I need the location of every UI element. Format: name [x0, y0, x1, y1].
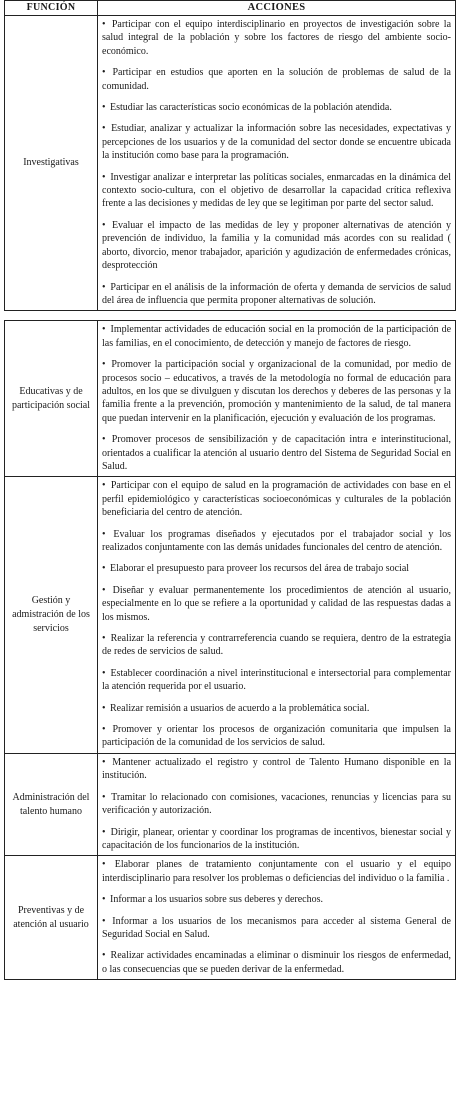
function-name: Educativas y de participación social — [5, 321, 98, 477]
action-text: Participar con el equipo de salud en la programación de actividades con base en el perfil epidemiológico y características socioeconómicas y culturales de la población beneficiaria del centro de atención. — [102, 480, 452, 519]
bullet-icon: • — [102, 667, 106, 679]
action-item — [102, 18, 451, 58]
action-item — [102, 101, 451, 114]
bullet-icon: • — [102, 67, 106, 79]
bullet-icon: • — [102, 724, 106, 736]
action-item — [102, 66, 451, 93]
actions-cell — [98, 477, 456, 754]
actions-cell — [98, 321, 456, 477]
action-text: Realizar actividades encaminadas a eliminar o disminuir los riesgos de enfermedad, o las consecuencias que se pueden derivar de la enfermedad. — [102, 950, 452, 975]
bullet-icon: • — [102, 359, 106, 371]
bullet-icon: • — [102, 826, 106, 838]
action-text: Informar a los usuarios sobre sus deberes y derechos. — [110, 894, 324, 906]
functions-table — [4, 0, 456, 980]
action-item — [102, 584, 451, 624]
function-name: Gestión y admistración de los servicios — [5, 477, 98, 754]
action-item — [102, 632, 451, 659]
action-text: Investigar analizar e interpretar las políticas sociales, enmarcadas en la dinámica del contexto socio-cultura, con el objetivo de desarrollar la capacidad crítica reflexiva frente a las decisiones y medidas de ley que se legitiman por parte del sector salud. — [102, 171, 451, 210]
bullet-icon: • — [102, 171, 106, 183]
action-text: Participar con el equipo interdisciplinario en proyectos de investigación sobre la salud integral de la población y sobre los factores de riesgo del ambiente socio-económico. — [102, 19, 452, 57]
table-row — [5, 16, 456, 311]
function-name: Administración del talento humano — [5, 753, 98, 855]
header-actions: ACCIONES — [98, 1, 456, 16]
action-text: Estudiar, analizar y actualizar la información sobre las necesidades, expectativas y percepciones de los usuarios y de la comunidad del sector donde se encuentre ubicada la institución como base para la programación. — [102, 123, 452, 162]
action-text: Dirigir, planear, orientar y coordinar los programas de incentivos, bienestar social y capacitación de los funcionarios de la institución. — [102, 826, 451, 851]
action-item — [102, 323, 451, 350]
action-item — [102, 358, 451, 425]
actions-cell — [98, 16, 456, 311]
bullet-icon: • — [102, 702, 106, 714]
actions-cell — [98, 856, 456, 980]
bullet-icon: • — [102, 102, 106, 114]
action-text: Implementar actividades de educación social en la promoción de la participación de las familias, en el conocimiento, de detección y manejo de factores de riesgo. — [102, 324, 452, 349]
bullet-icon: • — [102, 324, 106, 336]
action-item — [102, 171, 451, 211]
section-gap-cell — [5, 311, 456, 321]
action-text: Informar a los usuarios de los mecanismos para acceder al sistema General de Seguridad Social en Salud. — [102, 915, 451, 940]
action-item — [102, 433, 451, 473]
action-text: Mantener actualizado el registro y control de Talento Humano disponible en la institución. — [102, 756, 452, 782]
action-text: Promover la participación social y organizacional de la comunidad, por medio de procesos socio – educativos, a través de la metodología no formal de educación para adultos, en los que se divulguen y discutan los derechos y deberes de las personas y la familia frente a la prevención, promoción y mantenimiento de la salud, de tal manera que puedan intervenir en la planificación, ejecución y evaluación de los programas. — [102, 359, 451, 424]
action-text: Estudiar las características socio económicas de la población atendida. — [110, 102, 392, 114]
bullet-icon: • — [102, 859, 106, 871]
action-text: Evaluar los programas diseñados y ejecutados por el trabajador social y los realizados conjuntamente con las demás unidades funcionales del centro de atención. — [102, 528, 452, 553]
table-row — [5, 477, 456, 754]
action-item — [102, 756, 451, 783]
action-item — [102, 826, 451, 853]
action-item — [102, 122, 451, 162]
action-text: Elaborar el presupuesto para proveer los recursos del área de trabajo social — [110, 563, 410, 575]
action-item — [102, 893, 451, 906]
bullet-icon: • — [102, 894, 106, 906]
bullet-icon: • — [102, 219, 106, 231]
action-item — [102, 949, 451, 976]
section-gap — [5, 311, 456, 321]
action-text: Participar en el análisis de la información de oferta y demanda de servicios de salud del área de influencia que permita proponer alternativas de solución. — [102, 281, 451, 306]
bullet-icon: • — [102, 950, 106, 962]
action-item — [102, 702, 451, 715]
function-name: Investigativas — [5, 16, 98, 311]
action-item — [102, 791, 451, 818]
bullet-icon: • — [102, 633, 106, 645]
action-item — [102, 858, 451, 885]
action-item — [102, 528, 451, 555]
table-header-row — [5, 1, 456, 16]
action-item — [102, 219, 451, 273]
action-item — [102, 479, 451, 519]
function-name: Preventivas y de atención al usuario — [5, 856, 98, 980]
bullet-icon: • — [102, 584, 106, 596]
header-function: FUNCIÓN — [5, 1, 98, 16]
bullet-icon: • — [102, 281, 106, 293]
bullet-icon: • — [102, 480, 106, 492]
action-text: Realizar remisión a usuarios de acuerdo a la problemática social. — [110, 702, 370, 714]
action-item — [102, 667, 451, 694]
bullet-icon: • — [102, 19, 106, 30]
action-item — [102, 723, 451, 750]
bullet-icon: • — [102, 434, 106, 446]
table-body — [5, 16, 456, 980]
action-text: Participar en estudios que aporten en la solución de problemas de salud de la comunidad. — [102, 67, 451, 92]
action-text: Evaluar el impacto de las medidas de ley y proponer alternativas de atención y prevención de individuo, la familia y la comunidad más acordes con su realidad ( aborto, divorcio, menor trabajador, aparición y agudización de enfermedades crónicas, desprotección — [102, 219, 451, 272]
table-row — [5, 856, 456, 980]
bullet-icon: • — [102, 528, 106, 540]
action-text: Tramitar lo relacionado con comisiones, vacaciones, renuncias y licencias para su verificación y autorización. — [102, 791, 451, 817]
action-text: Establecer coordinación a nivel interinstitucional e intersectorial para complementar la atención requerida por el usuario. — [102, 667, 451, 693]
action-item — [102, 915, 451, 942]
bullet-icon: • — [102, 915, 106, 927]
action-text: Diseñar y evaluar permanentemente los procedimientos de atención al usuario, especialmente en lo que se refiere a la oportunidad y calidad de las respuestas dadas a los mismos. — [102, 584, 451, 623]
table-row — [5, 753, 456, 855]
action-item — [102, 562, 451, 575]
bullet-icon: • — [102, 791, 106, 803]
action-text: Elaborar planes de tratamiento conjuntamente con el usuario y el equipo interdisciplinario para resolver los problemas o deficiencias del individuo o la familia . — [102, 859, 452, 884]
action-text: Promover procesos de sensibilización y de capacitación intra e interinstitucional, orientados a cualificar la atención al usuario dentro del Sistema de Seguridad Social en Salud. — [102, 434, 451, 472]
action-text: Promover y orientar los procesos de organización comunitaria que impulsen la participación de la comunidad de los servicios de salud. — [102, 724, 451, 749]
bullet-icon: • — [102, 756, 106, 768]
bullet-icon: • — [102, 563, 106, 575]
bullet-icon: • — [102, 123, 106, 135]
action-item — [102, 281, 451, 308]
action-text: Realizar la referencia y contrarreferencia cuando se requiera, dentro de la estrategia de redes de servicios de salud. — [102, 633, 451, 658]
actions-cell — [98, 753, 456, 855]
table-row — [5, 321, 456, 477]
